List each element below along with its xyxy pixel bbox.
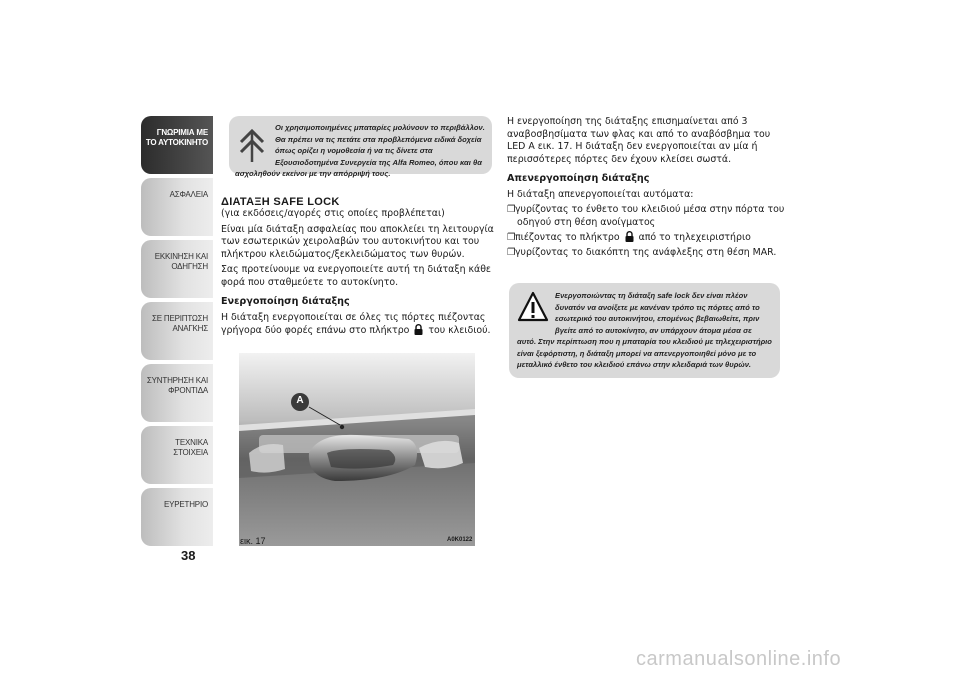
tab-safety[interactable] [141,178,213,236]
bullet-icon: ❒ [507,204,516,215]
tab-index[interactable] [141,488,213,546]
paragraph: Η ενεργοποίηση της διάταξης επισημαίνεται από 3 αναβοσβησίματα των φλας και από το αναβόσβημα του LED A εικ. 17. Η διάταξη δεν ενεργοποιείται αν μία ή περισσότερες πόρτες δεν έχουν κλείσει σωστά. [507,116,771,165]
paragraph: Είναι μία διάταξη ασφαλείας που αποκλείει τη λειτουργία των εσωτερικών χειρολαβών του αυτοκινήτου και του πλήκτρου κλειδώματος/ξεκλειδώματος των θυρών. [221,223,494,260]
tab-label: ΓΝΩΡΙΜΙΑ ΜΕ ΤΟ ΑΥΤΟΚΙΝΗΤΟ [145,128,208,147]
paragraph: Σας προτείνουμε να ενεργοποιείτε αυτή τη διάταξη κάθε φορά που σταθμεύετε το αυτοκίνητο. [221,264,492,288]
section-title: ΔΙΑΤΑΞΗ SAFE LOCK [221,196,340,208]
tab-label: ΣΥΝΤΗΡΗΣΗ ΚΑΙ ΦΡΟΝΤΙΔΑ [146,376,208,395]
tab-getting-to-know[interactable] [141,116,213,174]
tab-starting-driving[interactable] [141,240,213,298]
figure-code: A0K0122 [447,537,473,543]
list-item-text: γυρίζοντας το διακόπτη της ανάφλεξης στη θέση MAR. [515,246,777,258]
right-column [507,116,787,261]
bullet-icon: ❒ [507,232,516,243]
list-item-text: από το τηλεχειριστήριο [638,232,751,243]
tab-label: ΤΕΧΝΙΚΑ ΣΤΟΙΧΕΙΑ [173,438,208,457]
environment-note [229,116,492,178]
bullet-icon: ❒ [507,246,516,258]
subheading-deactivation: Απενεργοποίηση διάταξης [507,173,650,184]
figure-door-handle [239,353,475,546]
watermark: carmanualsonline.info [636,648,842,670]
left-column [221,196,499,341]
door-handle-illustration [239,353,475,546]
tab-label: ΕΥΡΕΤΗΡΙΟ [164,500,208,509]
list-item [507,204,787,229]
warning-note [509,283,780,378]
tab-label: ΑΣΦΑΛΕΙΑ [169,190,208,199]
recycle-icon [235,122,269,164]
page-number: 38 [181,548,196,563]
list-item-text: γυρίζοντας το ένθετο του κλειδιού μέσα στην πόρτα του οδηγού στη θέση ανοίγματος [515,204,785,228]
paragraph: Η διάταξη απενεργοποιείται αυτόματα: [507,188,694,200]
list-item-text: πιέζοντας το πλήκτρο [515,232,620,243]
tab-emergency[interactable] [141,302,213,360]
lock-icon [625,231,634,242]
figure-caption: εικ. 17 [240,536,266,546]
section-subtitle: (για εκδόσεις/αγορές στις οποίες προβλέπεται) [221,208,445,219]
figure-label-a: A [296,395,304,406]
tab-maintenance[interactable] [141,364,213,422]
list-item [507,231,787,245]
tab-technical-data[interactable] [141,426,213,484]
text-fragment: Η διάταξη ενεργοποιείται σε όλες τις πόρτες πιέζοντας γρήγορα δύο φορές επάνω στο πλήκτρο [221,311,486,336]
warning-icon [517,290,549,326]
subheading-activation: Ενεργοποίηση διάταξης [221,296,350,307]
tab-label: ΣΕ ΠΕΡΙΠΤΩΣΗ ΑΝΑΓΚΗΣ [152,314,208,333]
warning-note-text: Ενεργοποιώντας τη διάταξη safe lock δεν είναι πλέον δυνατόν να ανοίξετε με κανέναν τρόπο τις πόρτες από το εσωτερικό του αυτοκινήτου, επομένως βεβαιωθείτε, πριν βγείτε από το αυτοκίνητο, αν υπάρχουν άτομα μέσα σε αυτό. Στην περίπτωση που η μπαταρία του κλειδιού με τηλεχειριστήριο είναι ξεφόρτιστη, η διάταξη μπορεί να απενεργοποιηθεί μόνο με το μεταλλικό ένθετο του κλειδιού επάνω στην κλειδαριά των θυρών. [517,291,772,369]
list-item [507,247,787,260]
environment-note-text: Οι χρησιμοποιημένες μπαταρίες μολύνουν το περιβάλλον. Θα πρέπει να τις πετάτε στα προβλεπόμενα ειδικά δοχεία όπως ορίζει η νομοθεσία ή να τις δίνετε στα Εξουσιοδοτημένα Συνεργεία της Alfa Romeo, όπου και θα ασχοληθούν εκείνοι με την απόρριψή τους. [235,123,485,178]
tab-label: ΕΚΚΙΝΗΣΗ ΚΑΙ ΟΔΗΓΗΣΗ [154,252,208,271]
text-fragment: του κλειδιού. [428,325,491,336]
lock-icon [414,324,423,335]
paragraph [221,312,499,338]
